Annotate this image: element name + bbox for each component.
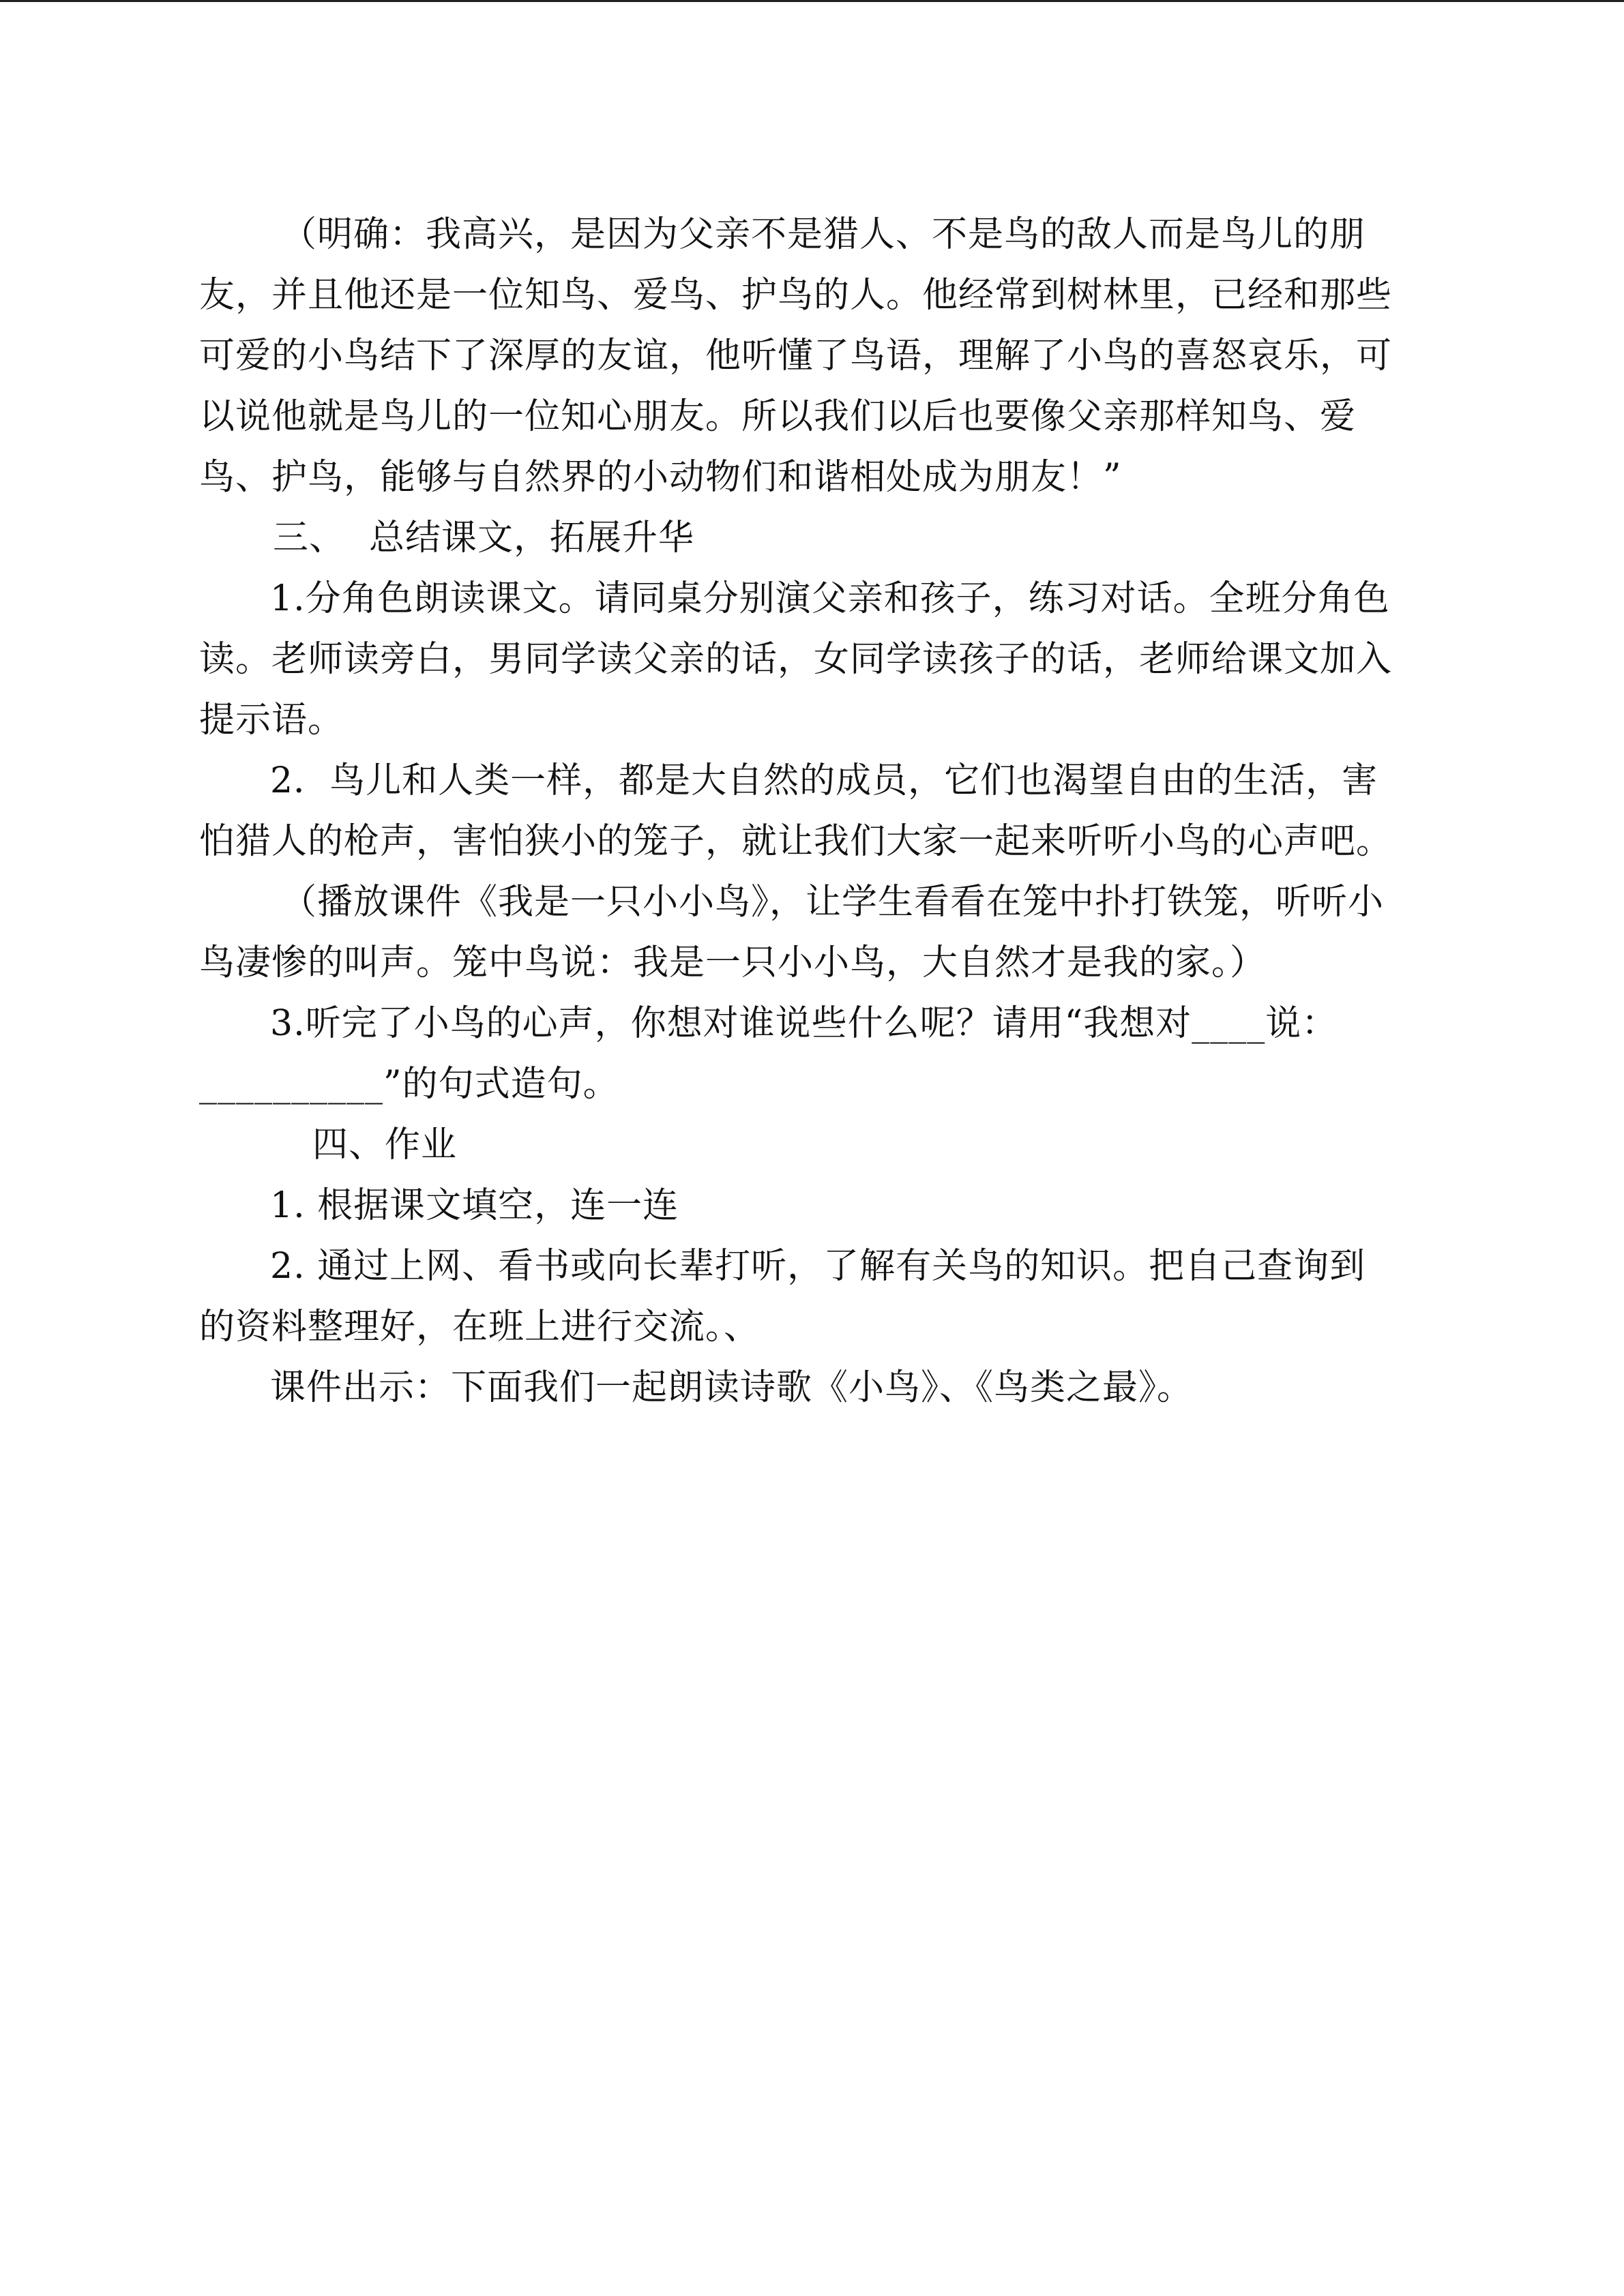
paragraph-clarification: （明确：我高兴，是因为父亲不是猎人、不是鸟的敌人而是鸟儿的朋友，并且他还是一位知鸟、爱鸟、护鸟的人。他经常到树林里，已经和那些可爱的小鸟结下了深厚的友谊，他听懂了鸟语，理解了小鸟的喜怒哀乐，可以说他就是鸟儿的一位知心朋友。所以我们以后也要像父亲那样知鸟、爱鸟、护鸟，能够与自然界的小动物们和谐相处成为朋友！” bbox=[199, 214, 1393, 498]
paragraph-role-reading: 1.分角色朗读课文。请同桌分别演父亲和孩子，练习对话。全班分角色读。老师读旁白，男同学读父亲的话，女同学读孩子的话，老师给课文加入提示语。 bbox=[199, 578, 1393, 741]
paragraph-sentence-exercise: 3.听完了小鸟的心声，你想对谁说些什么呢？请用“我想对____说：__________”的句式造句。 bbox=[199, 1003, 1338, 1105]
paragraph-courseware-show: 课件出示：下面我们一起朗读诗歌《小鸟》、《鸟类之最》。 bbox=[270, 1367, 1194, 1408]
document-page bbox=[199, 205, 1400, 1418]
paragraph-courseware-play: （播放课件《我是一只小小鸟》，让学生看看在笼中扑打铁笼，听听小鸟凄惨的叫声。笼中鸟说：我是一只小小鸟，大自然才是我的家。） bbox=[199, 882, 1385, 983]
page-top-border bbox=[0, 0, 1624, 2]
section-heading-homework: 四、作业 bbox=[312, 1124, 458, 1165]
section-heading-summary: 三、 总结课文，拓展升华 bbox=[273, 518, 695, 558]
paragraph-homework-1: 1. 根据课文填空，连一连 bbox=[270, 1185, 679, 1226]
paragraph-bird-voice: 2．鸟儿和人类一样，都是大自然的成员，它们也渴望自由的生活，害怕猎人的枪声，害怕狭小的笼子，就让我们大家一起来听听小鸟的心声吧。 bbox=[199, 760, 1393, 862]
paragraph-homework-2: 2. 通过上网、看书或向长辈打听，了解有关鸟的知识。把自己查询到的资料整理好，在班上进行交流。、 bbox=[199, 1246, 1366, 1347]
